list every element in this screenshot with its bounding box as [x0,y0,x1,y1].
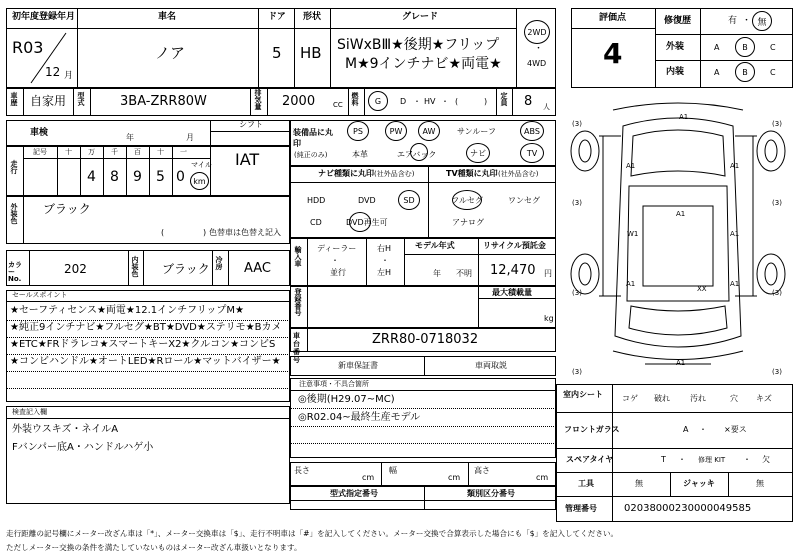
fuel-g-circle: G [368,91,388,111]
reg-month-unit: 月 [64,71,74,81]
drive-4wd: 4WD [527,59,547,68]
cc-label: 排気量 [254,89,262,110]
mileage-unit-4: 十 [157,148,164,156]
bracket-7: (3) [772,368,782,376]
ac-value: AAC [244,261,271,276]
mileage-unit-1: 万 [88,148,95,156]
color-code-label: カラーNo. [8,261,22,283]
equip-tv-circle: TV [520,143,544,163]
usage-value: 自家用 [30,94,67,108]
color-note: 色替車は色替え記入 [209,228,281,237]
spare-t: T [661,455,666,464]
width-unit: cm [448,473,461,482]
registration-label: 登録番号 [294,288,302,316]
color-value: ブラック [43,202,91,216]
navi-label: ナビ種類に丸印 [318,169,374,178]
sales-label: セールスポイント [12,291,68,299]
reg-year: R03 [12,38,44,57]
capacity-value: 8 [524,94,533,109]
dmg-mark-0: A1 [679,113,689,121]
fuel-dot1: ・ [413,97,421,106]
model-year-unit: 年 [433,269,441,278]
tv-analog: アナログ [452,218,484,227]
notes-label: 注意事項・不具合箇所 [299,380,369,388]
seat-item-0: コゲ [622,394,638,403]
shift-label: シフト [239,120,263,129]
seat-label: 室内シート [563,390,603,399]
dmg-mark-5: A1 [730,230,740,238]
mileage-unit-2: 千 [111,148,118,156]
capacity-unit: 人 [543,103,550,111]
mileage-label: 走行 [10,160,18,174]
inspector-label: 検査記入欄 [12,408,47,416]
mileage-digit-0: 4 [87,169,96,185]
fuel-open: ( [455,97,459,106]
equip-leather: 本革 [352,150,368,159]
car-diagram [563,96,793,380]
mileage-unit-0: 十 [65,148,72,156]
ext-b-circle: B [735,37,755,57]
dims-row [290,462,556,486]
bracket-5: (3) [772,289,782,297]
inspection-month: 月 [186,133,194,142]
repair-no-circle: 無 [752,11,772,31]
equip-sunroof: サンルーフ [457,127,496,136]
bracket-1: (3) [772,120,782,128]
name-label: 車名 [158,12,177,22]
max-load-label: 最大積載量 [492,288,532,297]
seat-item-1: 破れ [654,394,670,403]
spare-dot2: ・ [743,455,751,464]
footer-line-1: 走行距離の記号欄にメーター改ざん車は「*」、メーター交換車は「$」、走行不明車は「#」を記入してください。メーター交換で合算表示した場合にも「$」を記入してください。 [6,529,619,538]
mgmt-value: 02038000230000049585 [624,503,752,514]
navi-dvd: DVD [358,196,376,205]
model-year-label: モデル年式 [415,241,455,250]
dmg-mark-9: A1 [676,359,686,367]
manual-label: 車両取説 [475,361,507,370]
fuel-dot2: ・ [441,97,449,106]
navi-cd: CD [310,218,322,227]
dmg-mark-2: A1 [730,162,740,170]
bracket-6: (3) [572,368,582,376]
mileage-digit-1: 8 [110,169,119,185]
bracket-3: (3) [772,199,782,207]
interior-color-value: ブラック [162,262,210,276]
import-right-h: 右H [377,244,392,253]
navi-dvd-play: DVD再生可 [346,218,388,227]
mileage-digit-4: 0 [176,169,185,185]
shape-value: HB [300,44,322,62]
color-paren-close: ) [203,228,207,237]
dmg-mark-6: XX [697,285,707,293]
usage-label: 車歴 [10,92,18,106]
ac-label: 冷房 [215,256,223,270]
cc-value: 2000 [282,94,316,109]
spare-label: スペアタイヤ [566,455,614,464]
mileage-unit-5: 一 [180,148,187,156]
shape-label: 形状 [303,12,322,22]
mgmt-label: 管理番号 [565,504,597,513]
dmg-mark-3: A1 [676,210,686,218]
cc-unit: CC [333,101,343,109]
reg-month: 12 [45,65,61,79]
equip-navi-circle: ナビ [466,143,490,163]
tools-value: 無 [635,479,643,488]
navi-dvd-play-circle [349,212,371,232]
navi-sub: (社外品含む) [374,170,415,178]
int-a: A [714,68,720,77]
drive-dot: ・ [534,44,544,54]
fuel-label: 燃料 [351,92,359,106]
import-dealer: ディーラー [317,244,357,253]
width-label: 幅 [389,466,397,475]
sales-line-0: ★セーフティセンス★両電★12.1インチフリップM★ [10,305,244,316]
notes-line-0: ◎後期(H29.07~MC) [298,394,395,405]
import-dot2: ・ [381,256,389,265]
equip-pw-circle: PW [385,121,407,141]
color-label: 外装色 [10,203,18,224]
row2 [6,88,556,116]
dmg-mark-8: A1 [730,280,740,288]
mileage-digit-3: 5 [156,169,165,185]
length-unit: cm [362,473,375,482]
import-parallel: 並行 [330,268,346,277]
equip-ps-circle: PS [347,121,369,141]
tv-label: TV種類に丸印 [446,169,498,178]
glass-dot: ・ [699,425,707,434]
equip-aw-circle: AW [418,121,440,141]
glass-label: フロントガラス [564,425,620,434]
mileage-sign-label: 記号 [33,148,47,156]
inspector-line-1: Fバンパー底A・ハンドルハゲ小 [12,442,154,453]
height-label: 高さ [474,466,490,475]
recycle-unit: 円 [544,269,552,278]
grade-label: グレード [402,12,439,22]
footer-line-2: ただしメーター交換の条件を満たしていないものはメーター改ざん車扱いとなります。 [6,543,302,552]
recycle-value: 12,470 [490,263,536,278]
model-year-value: 不明 [456,269,472,278]
grade-line2: M★9インチナビ★両電★ [345,56,502,72]
bracket-0: (3) [572,120,582,128]
category-label: 類別区分番号 [467,489,515,498]
interior-color-label: 内装色 [131,256,139,277]
interior-label: 内装 [666,67,685,77]
equip-airbag-circle [410,143,428,161]
warranty-row [290,356,556,376]
sales-line-3: ★コンビハンドル★オートLED★Rロール★マットバイザー★ [10,356,281,367]
ext-c: C [770,43,776,52]
mileage-unit-3: 百 [134,148,141,156]
reg-year-label: 初年度登録年月 [12,12,76,22]
dmg-mark-7: A1 [626,280,636,288]
dmg-mark-1: A1 [626,162,636,170]
score-value: 4 [603,37,623,70]
inspection-label: 車検 [30,128,49,138]
navi-hdd: HDD [307,196,326,205]
model-label: 型式 [77,92,85,106]
mile-label: マイル [191,161,212,169]
drive-2wd-circle: 2WD [524,20,550,44]
repair-yes: 有 [728,16,738,26]
tv-fullseg-circle: フルセグ [452,190,482,210]
int-c: C [770,68,776,77]
inspector-line-0: 外装ウスキズ・ネイルA [12,424,119,435]
sales-line-1: ★純正9インチナビ★フルセグ★BT★DVD★ステリモ★Bカメ [10,322,282,333]
navi-sd-circle: SD [398,190,420,210]
seat-item-4: キズ [756,394,772,403]
seat-item-3: 穴 [730,394,738,403]
bracket-4: (3) [572,289,582,297]
repair-label: 修復歴 [664,16,692,26]
import-dot: ・ [331,256,339,265]
jack-value: 無 [756,479,764,488]
spare-kit: 修理 KIT [698,456,726,464]
condition-table [556,384,793,522]
int-b-circle: B [735,62,755,82]
exterior-label: 外装 [666,42,685,52]
equip-airbag: エアバック [397,150,437,159]
type-label: 型式指定番号 [330,489,378,498]
equipment-label: 装備品に丸印 [293,128,333,148]
length-label: 長さ [294,466,310,475]
repair-dot: ・ [742,16,752,26]
max-load-unit: kg [544,314,554,323]
new-warranty-label: 新車保証書 [338,361,378,370]
score-label: 評価点 [599,13,627,23]
car-name: ノア [155,44,186,62]
tools-label: 工具 [578,479,594,488]
capacity-label: 定員 [500,92,508,106]
doors-value: 5 [272,44,282,62]
notes-line-1: ◎R02.04~最終生産モデル [298,412,421,423]
chassis-label: 車台番号 [293,332,300,364]
jack-label: ジャッキ [683,479,715,488]
color-paren-open: ( [161,228,165,237]
spare-dot: ・ [678,455,686,464]
glass-x: ×要ス [724,425,747,434]
fuel-hv: HV [424,97,436,106]
dmg-mark-4: W1 [627,230,639,238]
spare-missing: 欠 [762,455,770,464]
equipment-sub: (純正のみ) [294,151,328,159]
ext-a: A [714,43,720,52]
fuel-d: D [400,97,407,106]
grade-line1: SiWxBⅢ★後期★フリップ [337,37,500,53]
mileage-digit-2: 9 [133,169,142,185]
glass-a: A [683,425,689,434]
km-circle: km [190,172,209,190]
tv-sub: (社外品含む) [498,170,539,178]
height-unit: cm [536,473,549,482]
tv-oneseg: ワンセグ [508,196,540,205]
shift-value: IAT [235,150,260,169]
bracket-2: (3) [572,199,582,207]
import-label: 輸入車 [294,246,302,267]
chassis-value: ZRR80-0718032 [372,332,479,347]
seat-item-2: 汚れ [690,394,706,403]
sales-line-2: ★ETC★FRドラレコ★スマートキーX2★クルコン★コンビS [10,339,276,350]
inspector-section [6,406,290,504]
equip-abs-circle: ABS [520,121,544,141]
doors-label: ドア [268,12,286,22]
import-left-h: 左H [377,268,392,277]
color-code-value: 202 [64,262,87,276]
fuel-close: ) [484,97,488,106]
recycle-label: リサイクル預託金 [483,241,546,250]
inspection-year: 年 [126,133,134,142]
model-value: 3BA-ZRR80W [120,94,207,109]
